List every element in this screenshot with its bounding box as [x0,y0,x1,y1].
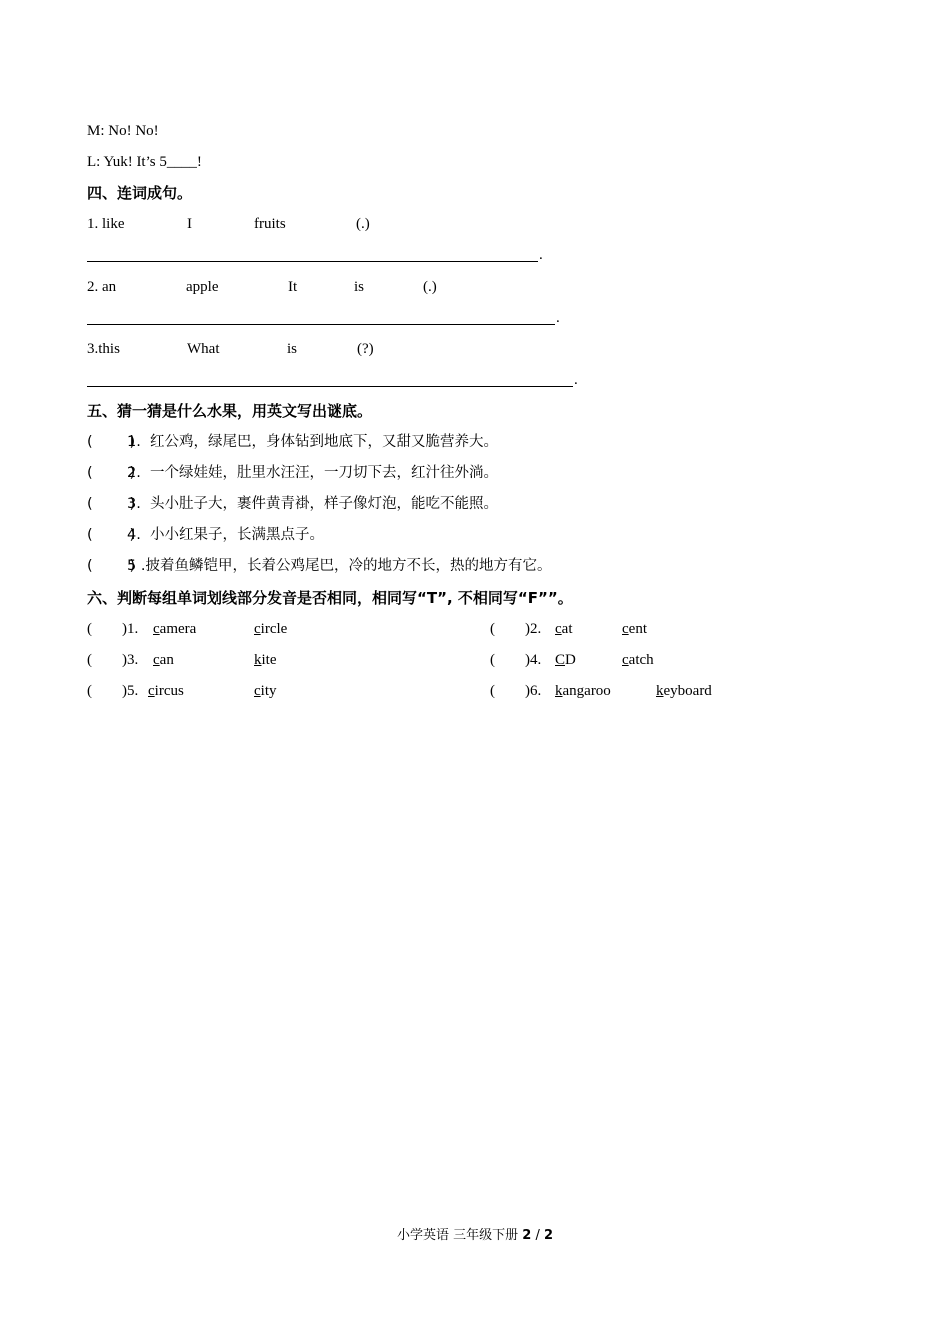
section5-heading: 五、猜一猜是什么水果，用英文写出谜底。 [87,402,373,420]
underlined-letter: C [555,652,566,668]
answer-line-end: . [574,372,578,388]
word-2: city [254,683,277,699]
dialog-line-l: L: Yuk! It’s 5____! [87,154,202,170]
word-2: keyboard [656,683,712,699]
word-token: is [354,279,365,295]
answer-paren[interactable]: ( ) [87,652,127,668]
answer-paren[interactable]: ( ) [87,621,127,637]
word-token: What [187,341,220,357]
section5-item [87,494,787,514]
item-number: 2. [530,621,545,637]
underlined-letter: c [254,621,261,637]
section6-row [87,619,867,639]
page-number: 2 [522,1228,532,1243]
punctuation-hint: (.) [423,279,437,295]
underlined-letter: k [555,683,563,699]
word-token: I [187,216,192,232]
page-separator: / [535,1228,540,1243]
word-token: 1. like [87,216,125,232]
page-footer [0,1224,950,1243]
word-1: kangaroo [555,683,611,699]
answer-line-end: . [556,310,560,326]
section5-item [87,432,787,452]
item-number: 4. [530,652,545,668]
section6-heading: 六、判断每组单词划线部分发音是否相同，相同写“T”, 不相同写“F””。 [87,589,573,607]
word-2: catch [622,652,654,668]
word-1: cat [555,621,573,637]
section5-item [87,556,787,576]
underlined-letter: k [254,652,262,668]
riddle-text: 4. 小小红果子，长满黑点子。 [127,527,325,543]
section4-item-3 [87,339,587,359]
item-number: 6. [530,683,545,699]
punctuation-hint: (?) [357,341,374,357]
item-number: 1. [127,621,142,637]
riddle-text: 1. 红公鸡，绿尾巴，身体钻到地底下，又甜又脆营养大。 [127,434,499,450]
underlined-letter: c [622,652,629,668]
section4-item-1 [87,214,587,234]
punctuation-hint: (.) [356,216,370,232]
answer-line[interactable] [87,386,573,387]
section4-item-2 [87,277,587,297]
section6-row [87,650,867,670]
underlined-letter: c [555,621,562,637]
answer-line[interactable] [87,261,538,262]
section6-row [87,681,867,701]
underlined-letter: k [656,683,664,699]
word-token: apple [186,279,219,295]
answer-paren[interactable]: ( ) [87,683,127,699]
word-2: circle [254,621,288,637]
word-token: 2. an [87,279,117,295]
word-2: kite [254,652,277,668]
answer-paren[interactable]: ( ) [490,652,530,668]
word-token: 3.this [87,341,120,357]
word-1: can [153,652,174,668]
underlined-letter: c [254,683,261,699]
answer-paren[interactable]: ( ) [87,527,136,543]
footer-subject: 小学英语 三年级下册 [396,1228,519,1243]
underlined-letter: c [148,683,155,699]
word-token: is [287,341,298,357]
answer-paren[interactable]: ( ) [87,465,136,481]
riddle-text: 2. 一个绿娃娃，肚里水汪汪，一刀切下去，红汁往外淌。 [127,465,499,481]
word-1: CD [555,652,576,668]
section4-heading: 四、连词成句。 [87,184,193,202]
underlined-letter: c [153,652,160,668]
word-2: cent [622,621,647,637]
page-total: 2 [543,1228,554,1243]
item-number: 3. [127,652,142,668]
item-number: 5. [127,683,139,699]
word-token: It [288,279,298,295]
answer-paren[interactable]: ( ) [87,434,136,450]
riddle-text: 3. 头小肚子大，裹件黄青褂，样子像灯泡，能吃不能照。 [127,496,499,512]
answer-paren[interactable]: ( ) [490,621,530,637]
dialog-line-m: M: No! No! [87,123,159,139]
underlined-letter: c [622,621,629,637]
word-1: circus [148,683,184,699]
section5-item [87,463,787,483]
underlined-letter: c [153,621,160,637]
section5-item [87,525,787,545]
answer-line-end: . [539,247,543,263]
answer-paren[interactable]: ( ) [87,558,136,574]
riddle-text: 5 .披着鱼鳞铠甲，长着公鸡尾巴，冷的地方不长，热的地方有它。 [127,558,552,574]
answer-paren[interactable]: ( ) [87,496,136,512]
answer-line[interactable] [87,324,555,325]
word-token: fruits [254,216,286,232]
word-1: camera [153,621,197,637]
answer-paren[interactable]: ( ) [490,683,530,699]
